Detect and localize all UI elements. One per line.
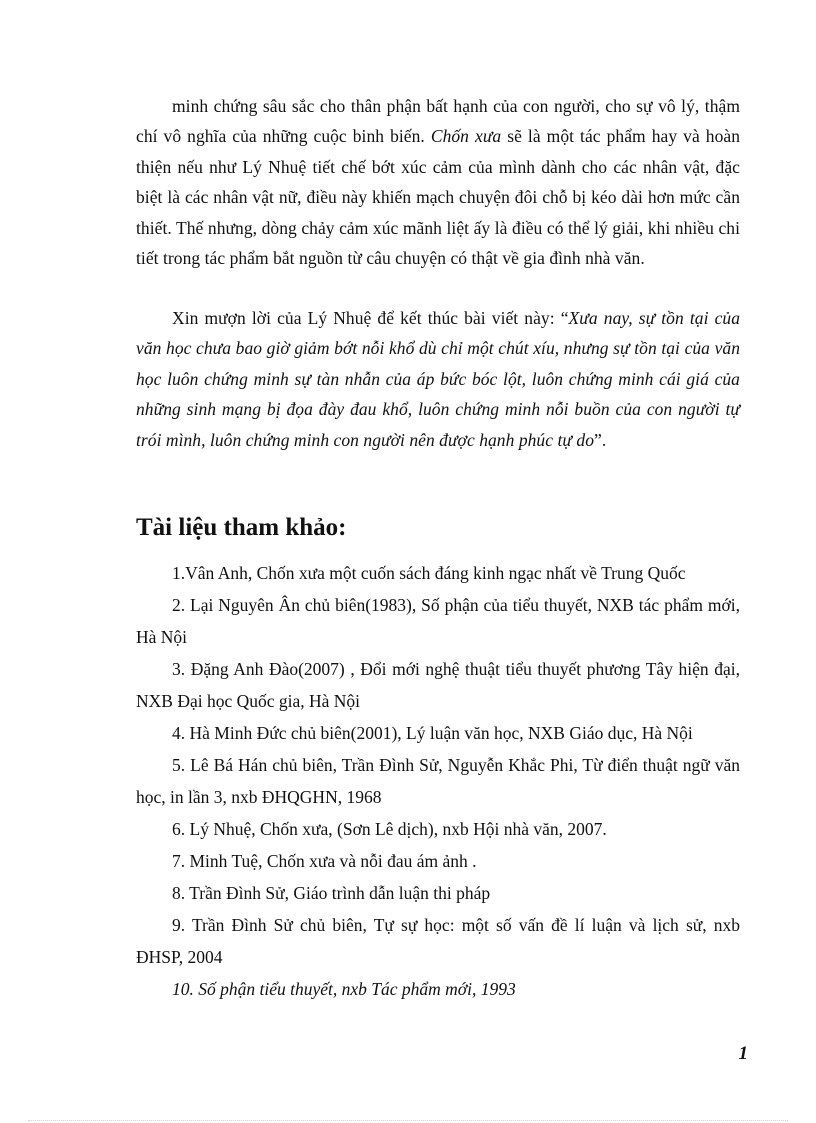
body-paragraph-2 bbox=[136, 303, 740, 455]
reference-item: 1.Vân Anh, Chốn xưa một cuốn sách đáng kinh ngạc nhất về Trung Quốc bbox=[172, 563, 686, 583]
reference-item: 5. Lê Bá Hán chủ biên, Trần Đình Sử, Nguyễn Khắc Phi, Từ điển thuật ngữ văn học, in lần 3, nxb ĐHQGHN, 1968 bbox=[136, 755, 740, 807]
paragraph-1-text: minh chứng sâu sắc cho thân phận bất hạnh của con người, cho sự vô lý, thậm chí vô nghĩa của những cuộc binh biến. bbox=[136, 96, 740, 147]
reference-item: 4. Hà Minh Đức chủ biên(2001), Lý luận văn học, NXB Giáo dục, Hà Nội bbox=[172, 723, 693, 743]
paragraph-2-end: ”. bbox=[594, 429, 607, 450]
quotation-italic: Xưa nay, sự tồn tại của văn học chưa bao giờ giảm bớt nỗi khổ dù chỉ một chút xíu, nhưng sự tồn tại của văn học luôn chứng minh sự tàn nhẫn của áp bức bóc lột, luôn chứng minh cái giá của những sinh mạng bị đọa đày đau khổ, luôn chứng minh nỗi buồn của con người tự trói mình, luôn chứng minh con người nên được hạnh phúc tự do bbox=[136, 308, 740, 450]
reference-item: 3. Đặng Anh Đào(2007) , Đổi mới nghệ thuật tiểu thuyết phương Tây hiện đại, NXB Đại học Quốc gia, Hà Nội bbox=[136, 659, 740, 711]
reference-item: 8. Trần Đình Sử, Giáo trình dẫn luận thi pháp bbox=[172, 883, 491, 903]
book-title-italic: Chốn xưa bbox=[430, 126, 502, 147]
reference-item: 2. Lại Nguyên Ân chủ biên(1983), Số phận của tiểu thuyết, NXB tác phẩm mới, Hà Nội bbox=[136, 595, 740, 647]
body-paragraph-1 bbox=[136, 91, 740, 273]
references-heading: Tài liệu tham khảo: bbox=[136, 514, 347, 541]
paragraph-2-lead: Xin mượn lời của Lý Nhuệ để kết thúc bài viết này: “ bbox=[172, 308, 569, 328]
reference-item: 7. Minh Tuệ, Chốn xưa và nỗi đau ám ảnh . bbox=[172, 851, 477, 871]
reference-item: 6. Lý Nhuệ, Chốn xưa, (Sơn Lê dịch), nxb Hội nhà văn, 2007. bbox=[172, 819, 607, 839]
references-list bbox=[136, 557, 740, 1005]
reference-item: 9. Trần Đình Sử chủ biên, Tự sự học: một số vấn đề lí luận và lịch sử, nxb ĐHSP, 2004 bbox=[136, 915, 740, 967]
page-bottom-divider bbox=[28, 1120, 788, 1121]
paragraph-1-rest: sẽ là một tác phẩm hay và hoàn thiện nếu như Lý Nhuệ tiết chế bớt xúc cảm của mình dành cho các nhân vật, đặc biệt là các nhân vật nữ, điều này khiến mạch chuyện đôi chỗ bị kéo dài hơn mức cần thiết. Thế nhưng, dòng chảy cảm xúc mãnh liệt ấy là điều có thể lý giải, khi nhiều chi tiết trong tác phẩm bắt nguồn từ câu chuyện có thật về gia đình nhà văn. bbox=[136, 126, 740, 269]
page-number: 1 bbox=[738, 1043, 748, 1064]
reference-item: 10. Số phận tiểu thuyết, nxb Tác phẩm mới, 1993 bbox=[172, 979, 516, 999]
